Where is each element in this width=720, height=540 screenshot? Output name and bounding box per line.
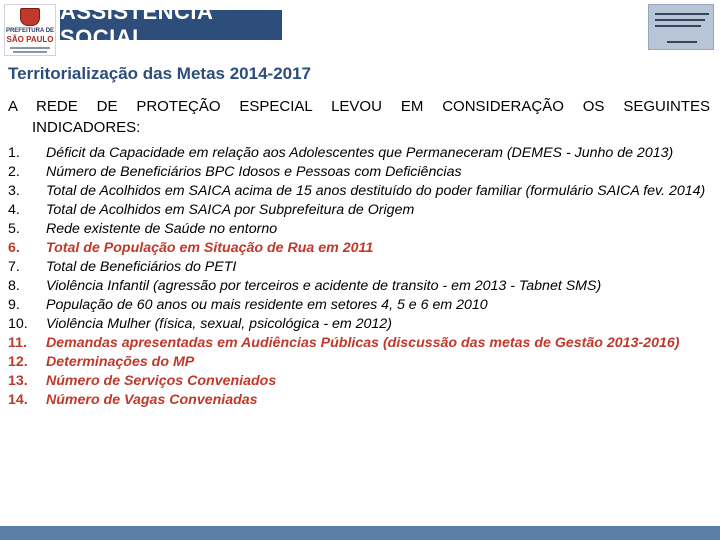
indicator-number: 3.	[8, 183, 20, 199]
logo-subtext-mark	[13, 51, 47, 53]
indicator-number: 1.	[8, 145, 20, 161]
indicator-text: Violência Infantil (agressão por terceiros e acidente de transito - em 2013 - Tabnet SMS)	[46, 278, 602, 294]
intro-line-1: A REDE DE PROTEÇÃO ESPECIAL LEVOU EM CONSIDERAÇÃO OS SEGUINTES	[8, 98, 710, 115]
indicator-number: 4.	[8, 202, 20, 218]
prefeitura-logo	[4, 4, 56, 56]
intro-line-2: INDICADORES:	[32, 119, 141, 136]
indicator-item	[0, 239, 712, 258]
coat-of-arms-icon	[20, 8, 40, 26]
indicator-number: 8.	[8, 278, 20, 294]
indicator-number: 10.	[8, 316, 28, 332]
indicator-text: Total de População em Situação de Rua em 2011	[46, 240, 374, 256]
indicator-item	[0, 334, 712, 353]
indicator-number: 2.	[8, 164, 20, 180]
intro-paragraph	[8, 96, 710, 138]
indicator-text: Número de Beneficiários BPC Idosos e Pessoas com Deficiências	[46, 164, 462, 180]
indicator-item	[0, 182, 712, 201]
indicator-item	[0, 277, 712, 296]
indicator-item	[0, 220, 712, 239]
indicator-item	[0, 315, 712, 334]
indicator-text: Total de Acolhidos em SAICA acima de 15 anos destituído do poder familiar (formulário SAICA fev. 2014)	[46, 183, 706, 199]
indicator-text: Rede existente de Saúde no entorno	[46, 221, 278, 237]
page-title: Territorialização das Metas 2014-2017	[8, 64, 312, 83]
indicator-number: 5.	[8, 221, 20, 237]
corner-info-box	[648, 4, 714, 50]
indicator-number: 9.	[8, 297, 20, 313]
indicator-number: 11.	[8, 335, 27, 351]
indicator-text: Demandas apresentadas em Audiências Públicas (discussão das metas de Gestão 2013-2016)	[46, 335, 680, 351]
indicator-item	[0, 372, 712, 391]
indicator-item	[0, 353, 712, 372]
logo-subtext-mark	[10, 47, 50, 49]
indicator-number: 7.	[8, 259, 20, 275]
indicator-text: Determinações do MP	[46, 354, 195, 370]
indicator-text: Número de Serviços Conveniados	[46, 373, 277, 389]
indicator-item	[0, 296, 712, 315]
indicator-item	[0, 391, 712, 410]
indicator-item	[0, 201, 712, 220]
indicator-text: Número de Vagas Conveniadas	[46, 392, 258, 408]
indicator-text: Total de Acolhidos em SAICA por Subprefeitura de Origem	[46, 202, 415, 218]
department-banner: ASSISTÊNCIA SOCIAL	[60, 10, 282, 40]
indicator-text: Déficit da Capacidade em relação aos Adolescentes que Permaneceram (DEMES - Junho de 2013)	[46, 145, 674, 161]
indicator-item	[0, 144, 712, 163]
indicator-number: 12.	[8, 354, 28, 370]
indicator-list	[0, 144, 712, 410]
indicator-number: 14.	[8, 392, 28, 408]
indicator-text: População de 60 anos ou mais residente em setores 4, 5 e 6 em 2010	[46, 297, 488, 313]
indicator-item	[0, 163, 712, 182]
indicator-text: Total de Beneficiários do PETI	[46, 259, 237, 275]
footer-bar	[0, 526, 720, 540]
indicator-item	[0, 258, 712, 277]
logo-line-2: SÃO PAULO	[6, 35, 54, 44]
indicator-number: 13.	[8, 373, 28, 389]
indicator-number: 6.	[8, 240, 20, 256]
logo-line-1: PREFEITURA DE	[5, 28, 55, 34]
indicator-text: Violência Mulher (física, sexual, psicológica - em 2012)	[46, 316, 392, 332]
